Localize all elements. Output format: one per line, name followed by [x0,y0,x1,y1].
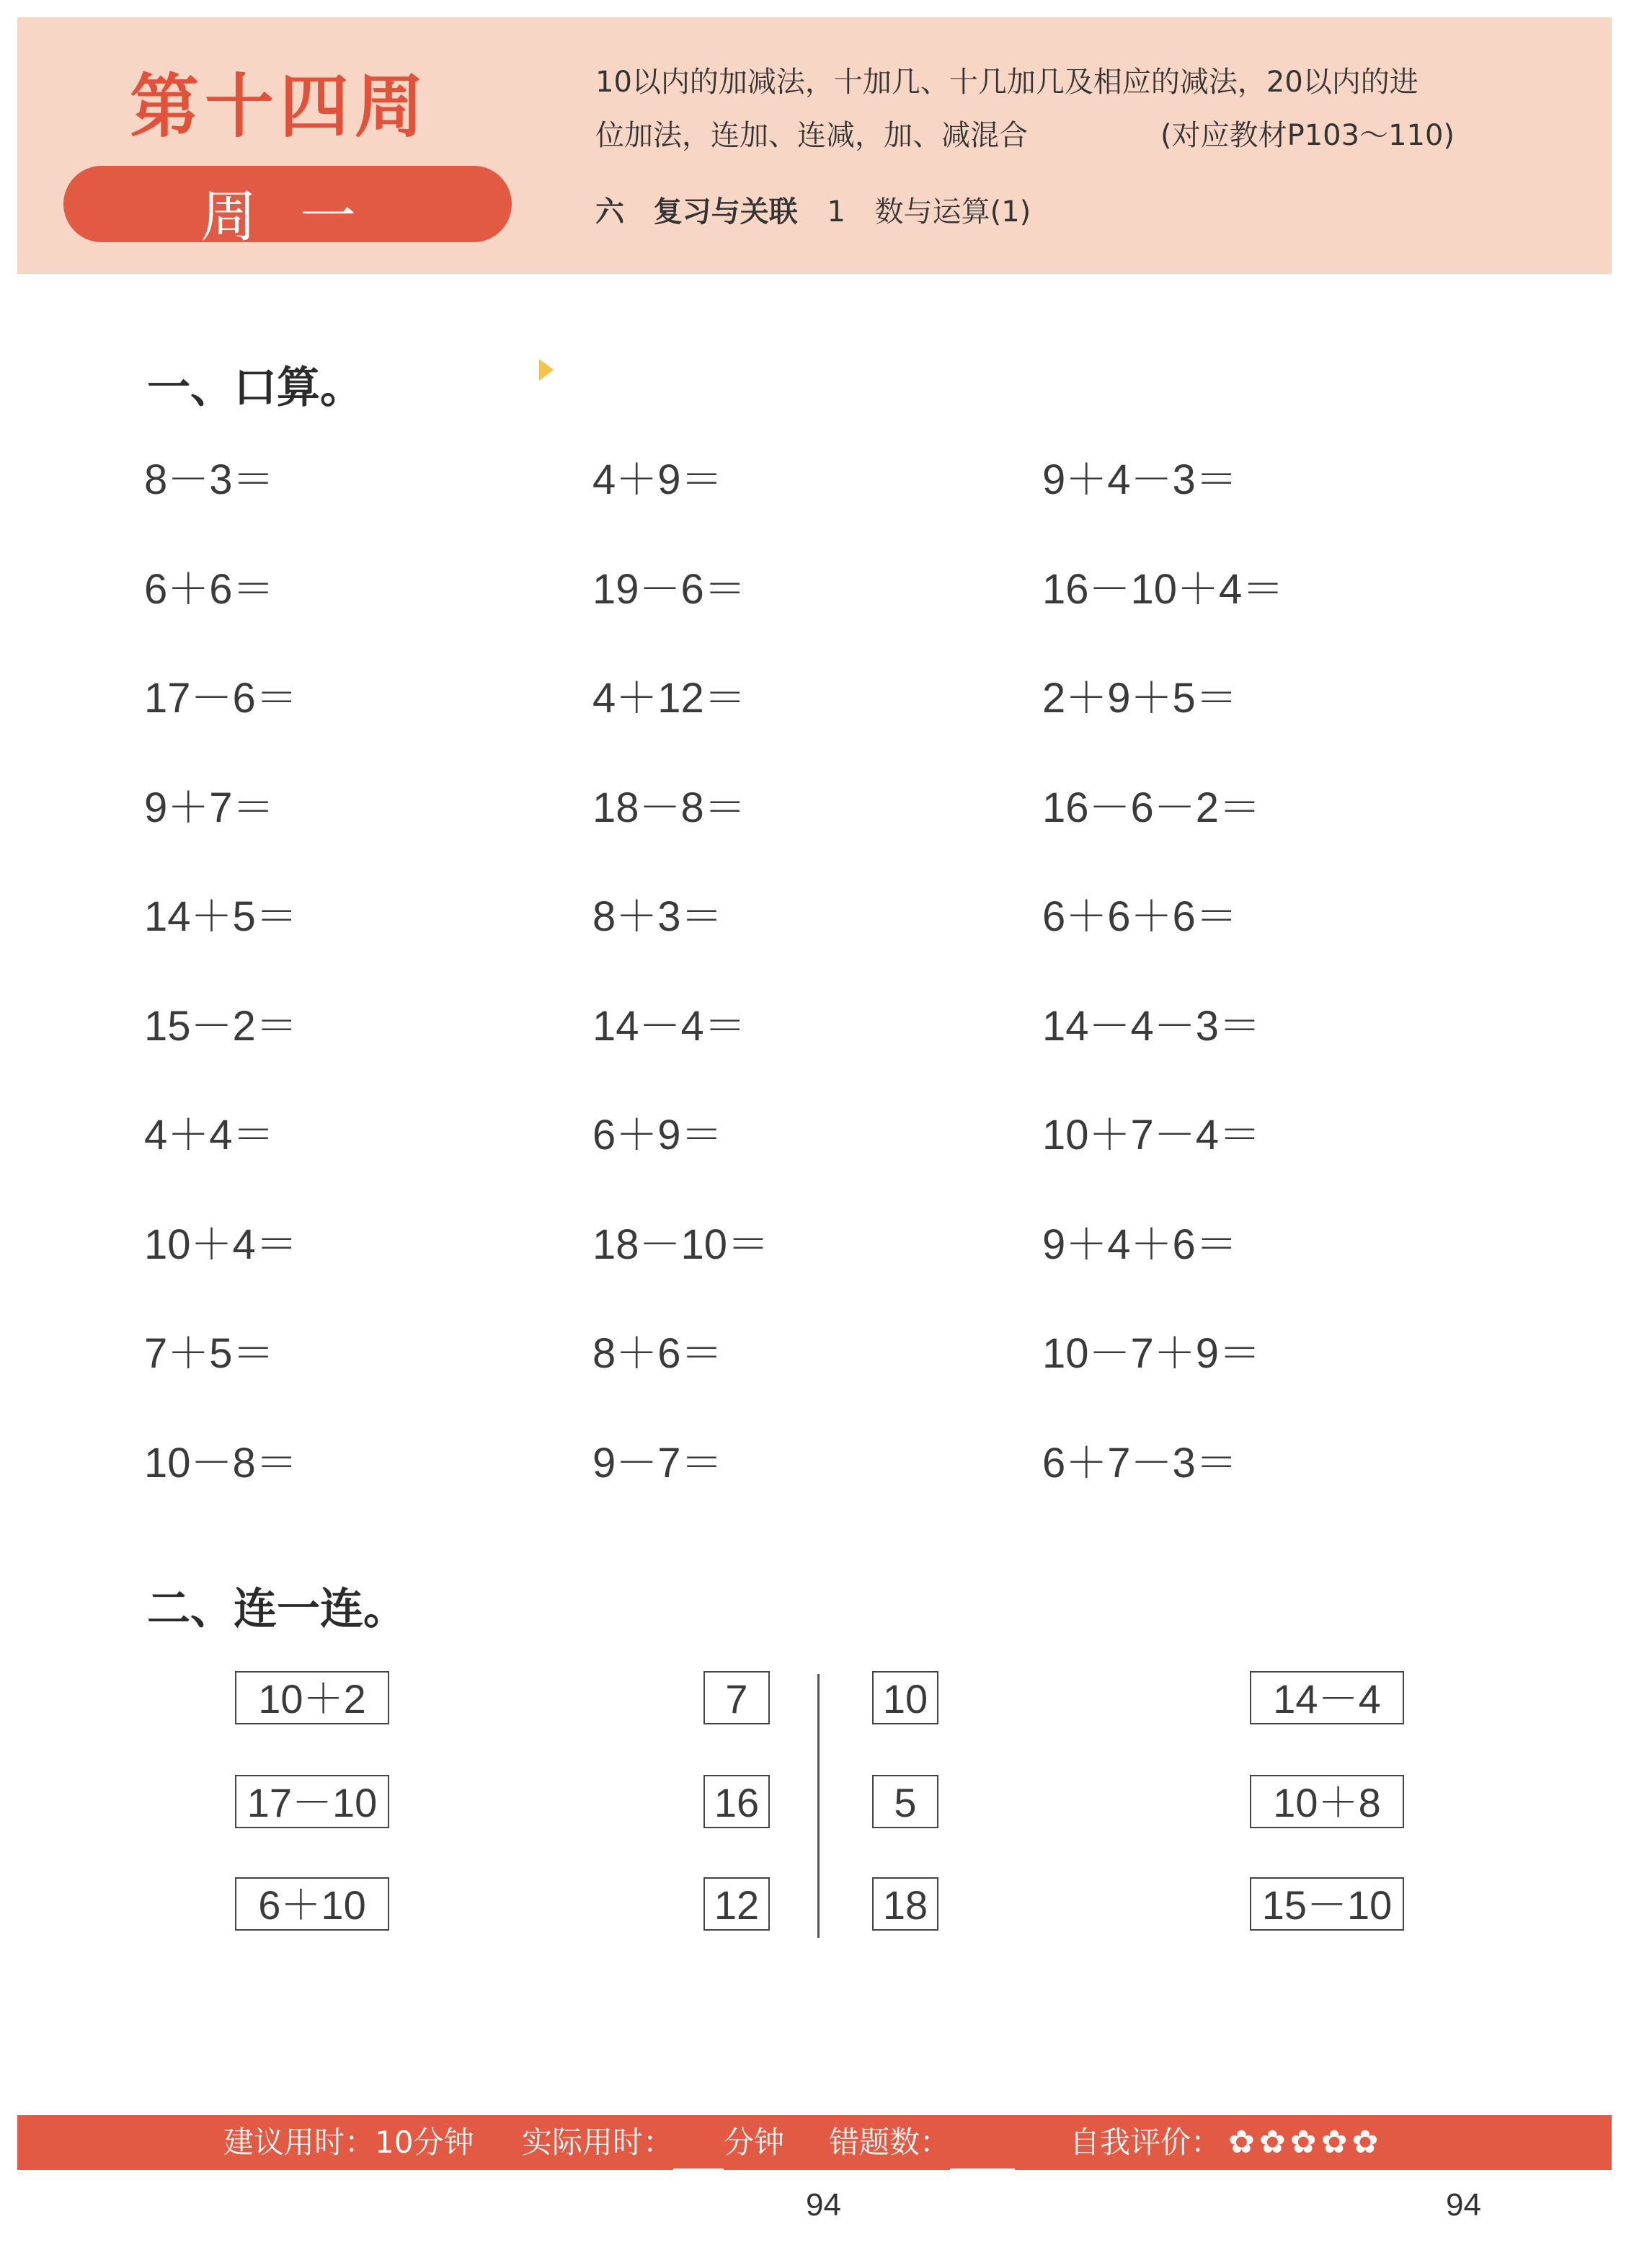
match-left-expr[interactable]: 10＋2 [235,1671,389,1724]
section-title-mental-math: 一、口算。 [147,363,363,413]
match-right-number[interactable]: 10 [872,1671,938,1724]
flower-icon[interactable]: ✿ [1351,2124,1379,2161]
match-left-expr[interactable]: 17－10 [235,1775,389,1828]
flower-icon[interactable]: ✿ [1258,2124,1286,2161]
problem-col2-row-1: 4＋9＝ [592,456,723,503]
page-number-right: 94 [1446,2187,1481,2223]
flower-icon[interactable]: ✿ [1228,2124,1255,2161]
arrow-right-icon [539,359,554,381]
textbook-reference: (对应教材P103～110) [1160,119,1455,152]
problem-col1-row-10: 10－8＝ [144,1440,298,1487]
problem-col2-row-6: 14－4＝ [592,1003,746,1050]
actual-time-label: 实际用时： [522,2125,674,2160]
problem-col1-row-2: 6＋6＝ [144,566,275,613]
problem-col2-row-9: 8＋6＝ [592,1330,723,1377]
actual-time-blank[interactable] [673,2131,724,2170]
problem-col1-row-3: 17－6＝ [144,675,298,722]
problem-col3-row-10: 6＋7－3＝ [1042,1440,1238,1487]
match-right-expr[interactable]: 15－10 [1250,1877,1404,1931]
problem-col3-row-6: 14－4－3＝ [1042,1003,1261,1050]
problem-col1-row-7: 4＋4＝ [144,1112,275,1159]
problem-col1-row-8: 10＋4＝ [144,1221,298,1268]
unit-name: 复习与关联 [653,195,798,229]
actual-time [522,2115,784,2170]
match-left-number[interactable]: 12 [703,1877,770,1931]
problem-col3-row-8: 9＋4＋6＝ [1042,1221,1238,1268]
error-count-blank[interactable] [950,2131,1015,2170]
problem-col1-row-6: 15－2＝ [144,1003,298,1050]
problem-col2-row-10: 9－7＝ [592,1440,723,1487]
week-title: 第十四周 [130,66,430,147]
unit-number: 六 [595,195,624,229]
self-eval-stars [1228,2115,1382,2170]
problem-col1-row-1: 8－3＝ [144,456,275,503]
problem-col3-row-3: 2＋9＋5＝ [1042,675,1238,722]
problem-col2-row-5: 8＋3＝ [592,893,723,940]
problem-col2-row-7: 6＋9＝ [592,1112,723,1159]
problem-col1-row-4: 9＋7＝ [144,784,275,831]
problem-col2-row-2: 19－6＝ [592,566,746,613]
problem-col3-row-9: 10－7＋9＝ [1042,1330,1261,1377]
actual-time-unit: 分钟 [724,2125,785,2160]
topic-line-2: 位加法，连加、连减，加、减混合 [595,119,1028,152]
footer-band [17,2115,1612,2170]
page-number-center: 94 [806,2187,841,2223]
match-left-number[interactable]: 7 [703,1671,770,1724]
day-pill [63,166,512,249]
match-right-expr[interactable]: 10＋8 [1250,1775,1404,1828]
topic-line-1: 10以内的加减法，十加几、十几加几及相应的减法，20以内的进 [595,66,1418,99]
problem-col3-row-1: 9＋4－3＝ [1042,456,1238,503]
match-divider [817,1674,820,1938]
section-title-matching: 二、连一连。 [147,1584,407,1634]
match-right-number[interactable]: 18 [872,1877,938,1931]
lesson-name: 数与运算(1) [874,195,1031,229]
problem-col2-row-8: 18－10＝ [592,1221,770,1268]
unit-line [595,189,1051,230]
problem-col2-row-3: 4＋12＝ [592,675,746,722]
suggested-time: 建议用时：10分钟 [223,2125,474,2160]
problem-col3-row-7: 10＋7－4＝ [1042,1112,1261,1159]
problem-col2-row-4: 18－8＝ [592,784,746,831]
problem-col3-row-2: 16－10＋4＝ [1042,566,1284,613]
problem-col1-row-5: 14＋5＝ [144,893,298,940]
self-eval-label: 自我评价： [1070,2125,1222,2160]
flower-icon[interactable]: ✿ [1320,2124,1348,2161]
error-count [829,2115,1015,2170]
flower-icon[interactable]: ✿ [1289,2124,1317,2161]
error-count-label: 错题数： [829,2125,951,2160]
day-label: 周一 [200,185,400,249]
match-right-number[interactable]: 5 [872,1775,938,1828]
problem-col3-row-5: 6＋6＋6＝ [1042,893,1238,940]
problem-col3-row-4: 16－6－2＝ [1042,784,1261,831]
match-left-expr[interactable]: 6＋10 [235,1877,389,1931]
lesson-number: 1 [827,195,845,229]
match-left-number[interactable]: 16 [703,1775,770,1828]
problem-col1-row-9: 7＋5＝ [144,1330,275,1377]
match-right-expr[interactable]: 14－4 [1250,1671,1404,1724]
